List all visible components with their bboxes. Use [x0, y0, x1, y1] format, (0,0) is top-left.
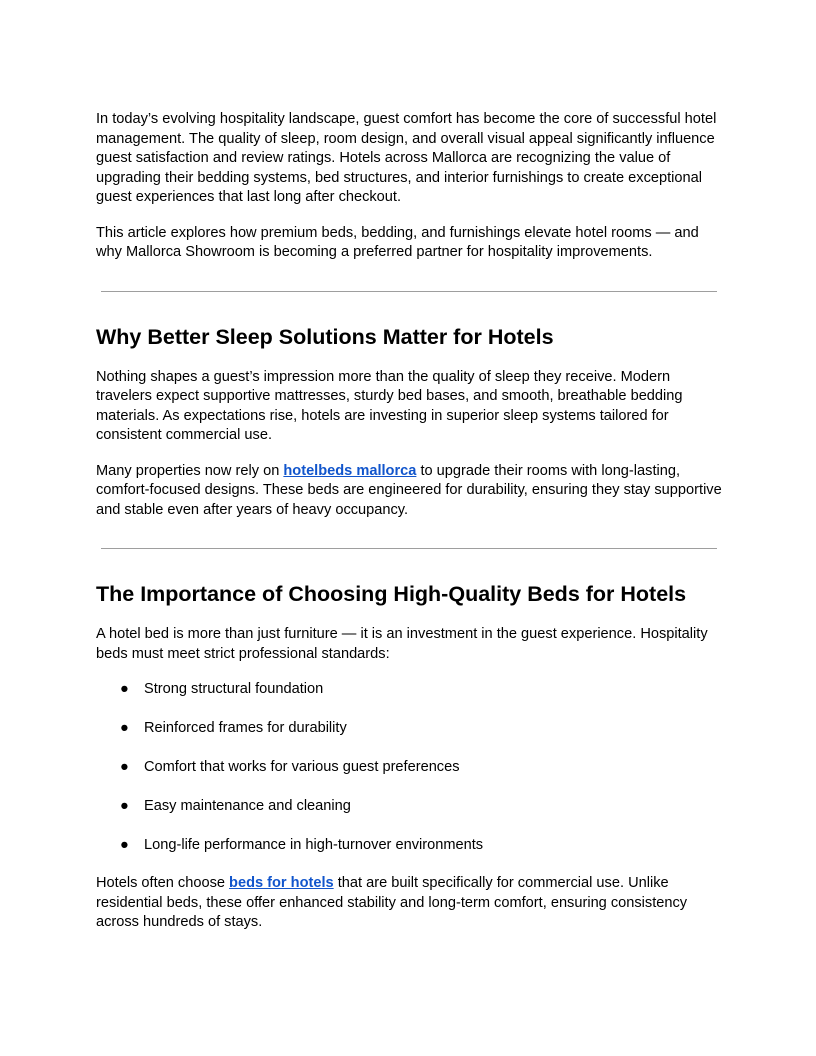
section2-paragraph-2 [96, 874, 722, 933]
section2-p2-text-before: Hotels often choose [96, 875, 230, 892]
list-item-text: Comfort that works for various guest preferences [144, 758, 460, 775]
bullet-icon: ● [120, 836, 129, 853]
section2-paragraph-1: A hotel bed is more than just furniture — it is an investment in the guest experience. Hospitality beds must meet strict professional standards: [96, 626, 708, 662]
section2-p2-text-after: that are built specifically for commercial use. Unlike residential beds, these offer enhanced stability and long-term comfort, ensuring consistency across hundreds of stays. [96, 875, 688, 931]
section1-p2-text-before: Many properties now rely on [96, 462, 284, 479]
list-item-text: Reinforced frames for durability [144, 719, 347, 736]
hotel-bed-standards-list [96, 680, 722, 855]
intro-paragraph-2: This article explores how premium beds, bedding, and furnishings elevate hotel rooms — and why Mallorca Showroom is becoming a preferred partner for hospitality improvements. [96, 224, 699, 260]
bullet-icon: ● [120, 681, 129, 697]
document-page [96, 110, 722, 933]
section-divider-2 [101, 548, 717, 549]
list-item [96, 797, 722, 817]
hotelbeds-mallorca-link[interactable]: hotelbeds mallorca [283, 462, 417, 479]
list-item [96, 719, 722, 739]
section1-p2-text-after: to upgrade their rooms with long-lasting, comfort-focused designs. These beds are engineered for durability, ensuring they stay supportive and stable even after years of heavy occupancy. [96, 462, 722, 518]
bullet-icon: ● [120, 719, 129, 736]
intro-paragraph-1: In today’s evolving hospitality landscape, guest comfort has become the core of successful hotel management. The quality of sleep, room design, and overall visual appeal significantly influence guest satisfaction and review ratings. Hotels across Mallorca are recognizing the value of upgrading their bedding systems, bed structures, and interior furnishings to create exceptional guest experiences that last long after checkout. [96, 111, 717, 205]
list-item-text: Strong structural foundation [144, 681, 324, 697]
section2-heading: The Importance of Choosing High-Quality Beds for Hotels [96, 582, 687, 606]
beds-for-hotels-link[interactable]: beds for hotels [229, 875, 334, 892]
list-item [96, 758, 722, 778]
bullet-icon: ● [120, 758, 129, 775]
bullet-icon: ● [120, 797, 129, 814]
list-item [96, 836, 722, 856]
section-divider-1 [101, 291, 717, 292]
section1-heading: Why Better Sleep Solutions Matter for Hotels [96, 324, 554, 349]
section1-paragraph-2 [96, 462, 722, 521]
list-item [96, 680, 722, 700]
section1-paragraph-1: Nothing shapes a guest’s impression more than the quality of sleep they receive. Modern travelers expect supportive mattresses, sturdy bed bases, and smooth, breathable bedding materials. As expectations rise, hotels are investing in superior sleep systems tailored for consistent commercial use. [96, 368, 683, 443]
list-item-text: Easy maintenance and cleaning [144, 797, 351, 814]
list-item-text: Long-life performance in high-turnover environments [144, 836, 484, 853]
